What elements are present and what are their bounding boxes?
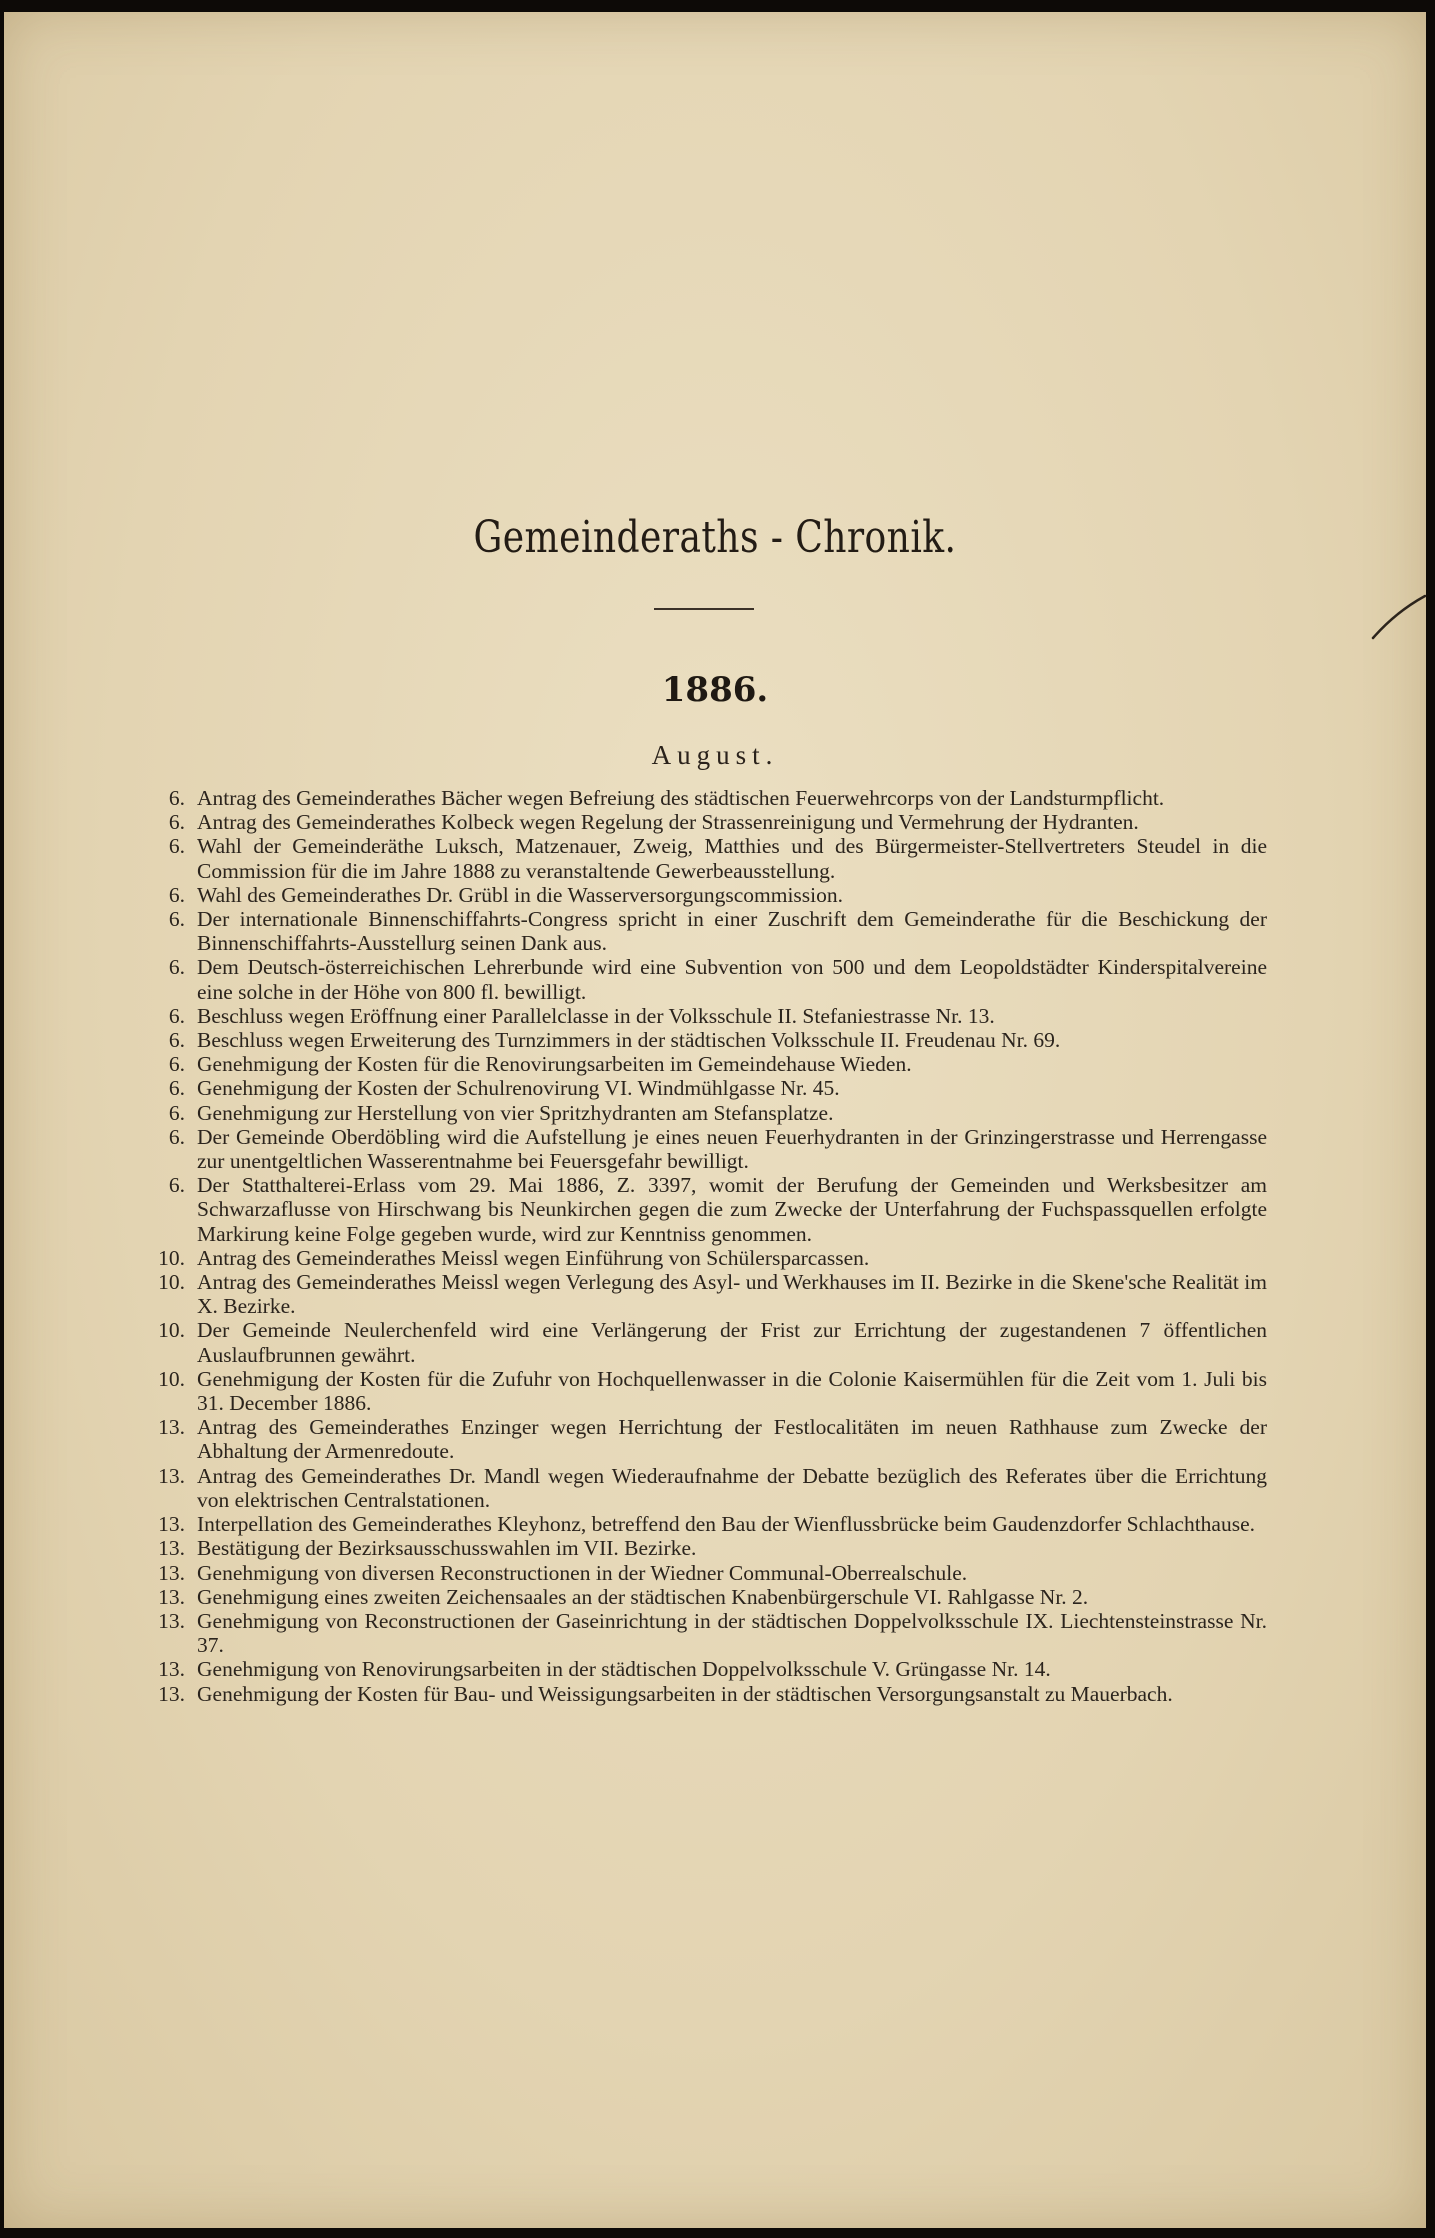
entry-day: 6.: [168, 1003, 185, 1028]
list-item: [132, 1415, 1267, 1463]
list-item: [132, 1076, 1267, 1100]
list-item: [132, 1561, 1267, 1585]
entry-text: Wahl des Gemeinderathes Dr. Grübl in die Wasserversorgungscommission.: [197, 882, 843, 907]
entry-text: Der Gemeinde Oberdöbling wird die Aufstellung je eines neuen Feuerhydranten in der Grinzingerstrasse und Herrengasse zur unentgeltlichen Wasserentnahme bei Feuersgefahr bewilligt.: [197, 1124, 1267, 1174]
entry-day: 13.: [158, 1512, 185, 1537]
entry-text: Antrag des Gemeinderathes Kolbeck wegen Regelung der Strassenreinigung und Vermehrung der Hydranten.: [197, 810, 1139, 835]
list-item: [132, 834, 1267, 882]
entry-text: Genehmigung von Renovirungsarbeiten in der städtischen Doppelvolksschule V. Grüngasse Nr. 14.: [197, 1657, 1051, 1682]
list-item: [132, 1246, 1267, 1270]
entry-text: Der internationale Binnenschiffahrts-Congress spricht in einer Zuschrift dem Gemeinderathe für die Beschickung der Binnenschiffahrts-Ausstellurg seinen Dank aus.: [197, 907, 1267, 956]
entry-day: 6.: [168, 810, 185, 835]
page-title: Gemeinderaths - Chronik.: [473, 512, 957, 563]
list-item: [132, 1585, 1267, 1609]
entry-day: 6.: [168, 834, 185, 859]
entry-text: Bestätigung der Bezirksausschusswahlen im VII. Bezirke.: [197, 1536, 697, 1561]
list-item: [132, 1318, 1267, 1366]
entry-text: Antrag des Gemeinderathes Dr. Mandl wegen Wiederaufnahme der Debatte bezüglich des Referates über die Errichtung von elektrischen Centralstationen.: [197, 1463, 1267, 1512]
entry-text: Genehmigung zur Herstellung von vier Spritzhydranten am Stefansplatze.: [197, 1100, 834, 1125]
entry-text: Antrag des Gemeinderathes Meissl wegen Verlegung des Asyl- und Werkhauses im II. Bezirke in die Skene'sche Realität im X. Bezirke.: [197, 1270, 1267, 1319]
entry-day: 10.: [158, 1270, 185, 1295]
list-item: [132, 1367, 1267, 1415]
entry-day: 13.: [158, 1681, 185, 1706]
entry-day: 6.: [168, 1100, 185, 1125]
list-item: [132, 1101, 1267, 1125]
list-item: [132, 1173, 1267, 1246]
list-item: [132, 1512, 1267, 1536]
list-item: [132, 955, 1267, 1003]
entry-text: Genehmigung von Reconstructionen der Gaseinrichtung in der städtischen Doppelvolksschule IX. Liechtensteinstrasse Nr. 37.: [197, 1608, 1267, 1658]
list-item: [132, 1657, 1267, 1681]
document-page: [4, 12, 1426, 2228]
entry-day: 6.: [168, 1052, 185, 1077]
entry-text: Antrag des Gemeinderathes Bächer wegen Befreiung des städtischen Feuerwehrcorps von der Landsturmpflicht.: [197, 786, 1165, 810]
entry-text: Der Statthalterei-Erlass vom 29. Mai 1886, Z. 3397, womit der Berufung der Gemeinden und Werksbesitzer am Schwarzaflusse von Hirschwang bis Neunkirchen gegen die zum Zwecke der Unterfahrung der Fuchspassquellen erfolgte Markirung keine Folge gegeben wurde, wird zur Kenntniss genommen.: [197, 1173, 1267, 1246]
entry-text: Genehmigung von diversen Reconstructionen in der Wiedner Communal-Oberrealschule.: [197, 1560, 968, 1585]
entry-day: 13.: [158, 1415, 185, 1440]
entry-day: 6.: [168, 1173, 185, 1198]
entry-day: 6.: [168, 1076, 185, 1101]
entry-day: 13.: [158, 1463, 185, 1488]
entry-day: 13.: [158, 1584, 185, 1609]
entry-text: Interpellation des Gemeinderathes Kleyhonz, betreffend den Bau der Wienflussbrücke beim Gaudenzdorfer Schlachthause.: [197, 1512, 1256, 1537]
entry-text: Beschluss wegen Eröffnung einer Parallelclasse in der Volksschule II. Stefaniestrasse Nr. 13.: [197, 1003, 995, 1028]
entry-text: Antrag des Gemeinderathes Enzinger wegen Herrichtung der Festlocalitäten im neuen Rathhause zum Zwecke der Abhaltung der Armenredoute.: [197, 1415, 1267, 1464]
entry-text: Der Gemeinde Neulerchenfeld wird eine Verlängerung der Frist zur Errichtung der zugestandenen 7 öffentlichen Auslaufbrunnen gewährt.: [197, 1318, 1267, 1367]
list-item: [132, 883, 1267, 907]
list-item: [132, 1125, 1267, 1173]
month-heading: August.: [651, 740, 779, 770]
year-heading: 1886.: [661, 670, 769, 710]
chronicle-entries: [132, 786, 1267, 1706]
title-divider: [654, 608, 754, 610]
entry-day: 6.: [168, 1124, 185, 1149]
list-item: [132, 1682, 1267, 1706]
entry-day: 6.: [168, 786, 185, 810]
entry-text: Beschluss wegen Erweiterung des Turnzimmers in der städtischen Volksschule II. Freudenau Nr. 69.: [197, 1028, 1061, 1053]
entry-day: 6.: [168, 907, 185, 932]
entry-text: Genehmigung eines zweiten Zeichensaales an der städtischen Knabenbürgerschule VI. Rahlgasse Nr. 2.: [197, 1584, 1089, 1609]
entry-text: Dem Deutsch-österreichischen Lehrerbunde wird eine Subvention von 500 und dem Leopoldstädter Kinderspitalvereine eine solche in der Höhe von 800 fl. bewilligt.: [197, 955, 1267, 1004]
list-item: [132, 1464, 1267, 1512]
entry-day: 10.: [158, 1245, 185, 1270]
entry-day: 13.: [158, 1608, 185, 1633]
entry-day: 6.: [168, 1028, 185, 1053]
list-item: [132, 1270, 1267, 1318]
entry-day: 6.: [168, 955, 185, 980]
entry-text: Genehmigung der Kosten der Schulrenovirung VI. Windmühlgasse Nr. 45.: [197, 1076, 840, 1101]
pencil-mark-icon: [1369, 592, 1429, 642]
list-item: [132, 1004, 1267, 1028]
list-item: [132, 907, 1267, 955]
entry-text: Genehmigung der Kosten für die Renovirungsarbeiten im Gemeindehause Wieden.: [197, 1052, 912, 1077]
list-item: [132, 1052, 1267, 1076]
entry-day: 13.: [158, 1657, 185, 1682]
entry-day: 6.: [168, 882, 185, 907]
list-item: [132, 1028, 1267, 1052]
entry-text: Genehmigung der Kosten für die Zufuhr von Hochquellenwasser in die Colonie Kaisermühlen für die Zeit vom 1. Juli bis 31. December 1886.: [197, 1366, 1267, 1416]
entry-day: 13.: [158, 1560, 185, 1585]
entry-text: Antrag des Gemeinderathes Meissl wegen Einführung von Schülersparcassen.: [197, 1245, 870, 1270]
entry-day: 13.: [158, 1536, 185, 1561]
list-item: [132, 786, 1267, 810]
entry-text: Wahl der Gemeinderäthe Luksch, Matzenauer, Zweig, Matthies und des Bürgermeister-Stellvertreters Steudel in die Commission für die im Jahre 1888 zu veranstaltende Gewerbeausstellung.: [197, 834, 1267, 883]
list-item: [132, 810, 1267, 834]
entry-day: 10.: [158, 1366, 185, 1391]
entry-day: 10.: [158, 1318, 185, 1343]
list-item: [132, 1536, 1267, 1560]
entry-text: Genehmigung der Kosten für Bau- und Weissigungsarbeiten in der städtischen Versorgungsanstalt zu Mauerbach.: [197, 1681, 1173, 1706]
list-item: [132, 1609, 1267, 1657]
